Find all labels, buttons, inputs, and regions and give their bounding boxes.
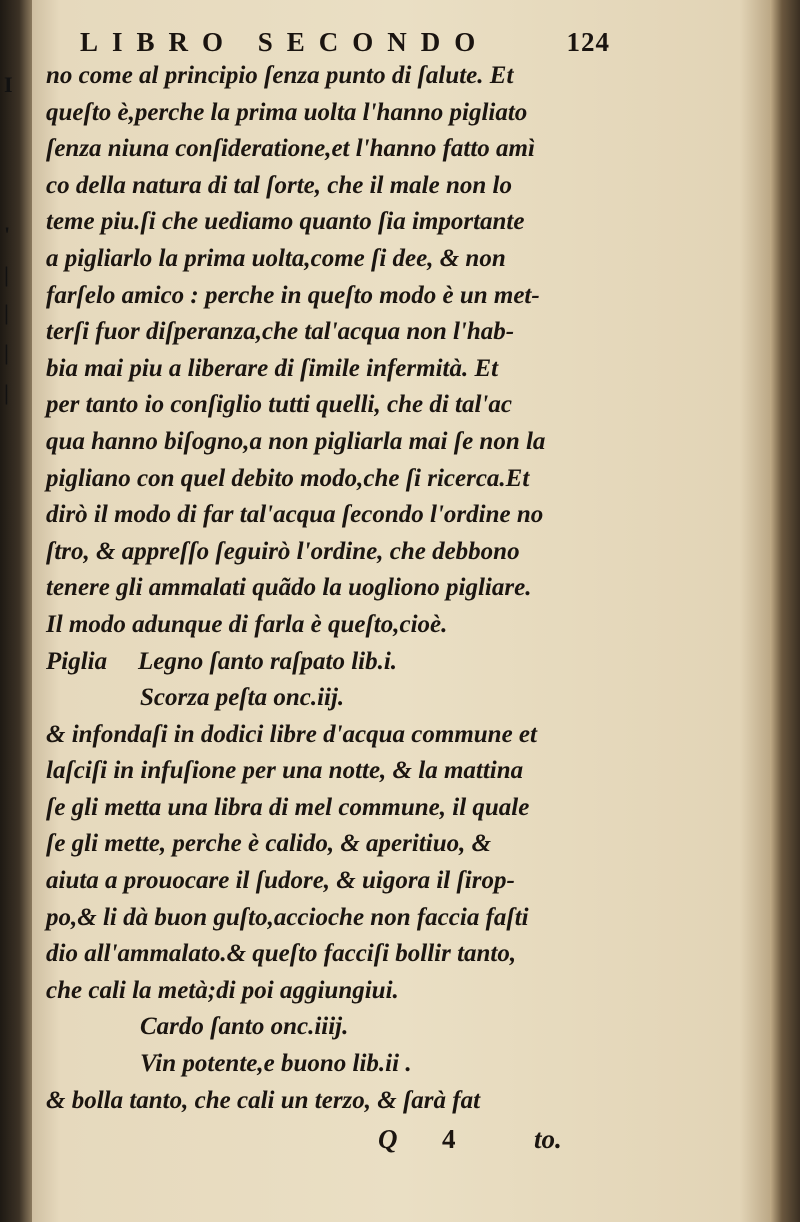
page-edge-right [770, 0, 800, 1222]
margin-mark: I [4, 72, 13, 97]
text-line: teme piu.ſi che uediamo quanto ſia importante [46, 208, 525, 236]
text-line: laſciſi in infuſione per una notte, & la mattina [46, 757, 524, 785]
body-text [46, 58, 636, 1119]
text-line: qua hanno biſogno,a non pigliarla mai ſe non la [46, 427, 546, 455]
margin-mark: | [4, 340, 9, 365]
text-line: che cali la metà;di poi aggiungiui. [46, 976, 399, 1004]
text-line: dirò il modo di far tal'acqua ſecondo l'ordine no [46, 501, 544, 529]
text-line: aiuta a prouocare il ſudore, & uigora il ſirop- [46, 867, 515, 895]
margin-mark: | [4, 262, 9, 287]
running-title: LIBRO SECONDO [80, 26, 490, 57]
text-line: farſelo amico : perche in queſto modo è un met- [46, 281, 540, 309]
text-line: co della natura di tal ſorte, che il male non lo [46, 171, 512, 199]
signature-mark: Q [378, 1124, 398, 1154]
margin-mark: | [4, 300, 9, 325]
recipe-line [46, 680, 636, 717]
text-line: ſe gli metta una libra di mel commune, il quale [46, 793, 530, 821]
text-line: queſto è,perche la prima uolta l'hanno pigliato [46, 98, 528, 126]
page-number: 124 [566, 26, 610, 57]
text-line: tenere gli ammalati quãdo la uogliono pigliare. [46, 574, 532, 602]
text-line: bia mai piu a liberare di ſimile infermità. Et [46, 354, 499, 382]
recipe-item: Legno ſanto raſpato lib.i. [138, 647, 398, 675]
margin-mark: | [4, 380, 9, 405]
addition-line: Cardo ſanto onc.iiij. [140, 1013, 349, 1041]
text-line: per tanto io conſiglio tutti quelli, che di tal'ac [46, 391, 512, 419]
text-line: no come al principio ſenza punto di ſalute. Et [46, 62, 514, 89]
page-footer [378, 1124, 598, 1164]
catchword: to. [534, 1124, 562, 1154]
text-line: a pigliarlo la prima uolta,come ſi dee, & non [46, 244, 506, 272]
text-line: terſi fuor diſperanza,che tal'acqua non l'hab- [46, 318, 515, 346]
margin-mark: ' [4, 222, 11, 247]
text-line: ſe gli mette, perche è calido, & aperitiuo, & [46, 830, 492, 858]
text-line: ſtro, & appreſſo ſeguirò l'ordine, che debbono [46, 537, 520, 565]
text-line: ſenza niuna conſideratione,et l'hanno fatto amì [46, 135, 535, 163]
text-line: po,& li dà buon guſto,accioche non faccia faſti [46, 903, 529, 931]
recipe-label: Piglia [46, 647, 108, 675]
recipe-line [46, 644, 636, 681]
margin-marks [0, 0, 32, 1222]
running-header [80, 22, 610, 62]
text-line: & infondaſi in dodici libre d'acqua commune et [46, 720, 537, 748]
text-line: Il modo adunque di farla è queſto,cioè. [46, 610, 448, 638]
recipe-item: Scorza peſta onc.iij. [140, 684, 345, 712]
text-line: & bolla tanto, che cali un terzo, & ſarà fat [46, 1086, 481, 1114]
addition-line: Vin potente,e buono lib.ii . [140, 1050, 412, 1078]
text-line: dio all'ammalato.& queſto facciſi bollir tanto, [46, 940, 517, 968]
text-line: pigliano con quel debito modo,che ſi ricerca.Et [46, 464, 530, 492]
signature-number: 4 [442, 1124, 456, 1154]
